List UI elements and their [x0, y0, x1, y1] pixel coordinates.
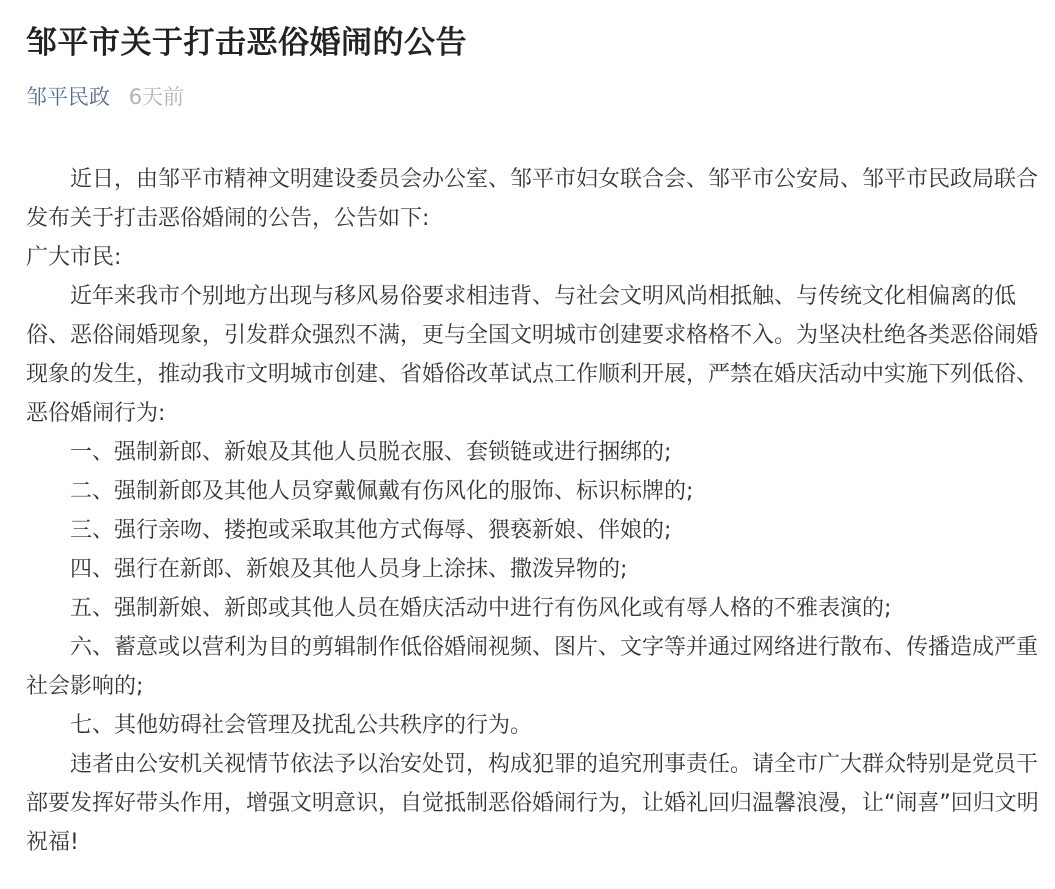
list-item: 一、强制新郎、新娘及其他人员脱衣服、套锁链或进行捆绑的;	[70, 440, 672, 465]
paragraph-closing: 违者由公安机关视情节依法予以治安处罚，构成犯罪的追究刑事责任。请全市广大群众特别是党员干部要发挥好带头作用，增强文明意识，自觉抵制恶俗婚闹行为，让婚礼回归温馨浪漫，让“闹喜”回归文明祝福!	[26, 752, 1039, 855]
list-item: 六、蓄意或以营利为目的剪辑制作低俗婚闹视频、图片、文字等并通过网络进行散布、传播造成严重社会影响的;	[26, 635, 1039, 699]
publish-time: 6天前	[128, 85, 185, 109]
paragraph-greeting: 广大市民:	[26, 245, 122, 270]
article-title: 邹平市关于打击恶俗婚闹的公告	[26, 25, 467, 61]
list-item: 三、强行亲吻、搂抱或采取其他方式侮辱、猥亵新娘、伴娘的;	[70, 518, 672, 543]
list-item: 七、其他妨碍社会管理及扰乱公共秩序的行为。	[70, 713, 533, 738]
paragraph-body: 近年来我市个别地方出现与移风易俗要求相违背、与社会文明风尚相抵触、与传统文化相偏离的低俗、恶俗闹婚现象，引发群众强烈不满，更与全国文明城市创建要求格格不入。为坚决杜绝各类恶俗闹婚现象的发生，推动我市文明城市创建、省婚俗改革试点工作顺利开展，严禁在婚庆活动中实施下列低俗、恶俗婚闹行为:	[26, 284, 1039, 426]
list-item: 二、强制新郎及其他人员穿戴佩戴有伤风化的服饰、标识标牌的;	[70, 479, 694, 504]
author-link[interactable]: 邹平民政	[26, 85, 110, 109]
list-item: 五、强制新娘、新郎或其他人员在婚庆活动中进行有伤风化或有辱人格的不雅表演的;	[70, 596, 892, 621]
list-item: 四、强行在新郎、新娘及其他人员身上涂抹、撒泼异物的;	[70, 557, 628, 582]
paragraph-intro: 近日，由邹平市精神文明建设委员会办公室、邹平市妇女联合会、邹平市公安局、邹平市民政局联合发布关于打击恶俗婚闹的公告，公告如下:	[26, 167, 1039, 231]
article-meta	[26, 80, 1055, 114]
article-content	[26, 160, 1046, 862]
